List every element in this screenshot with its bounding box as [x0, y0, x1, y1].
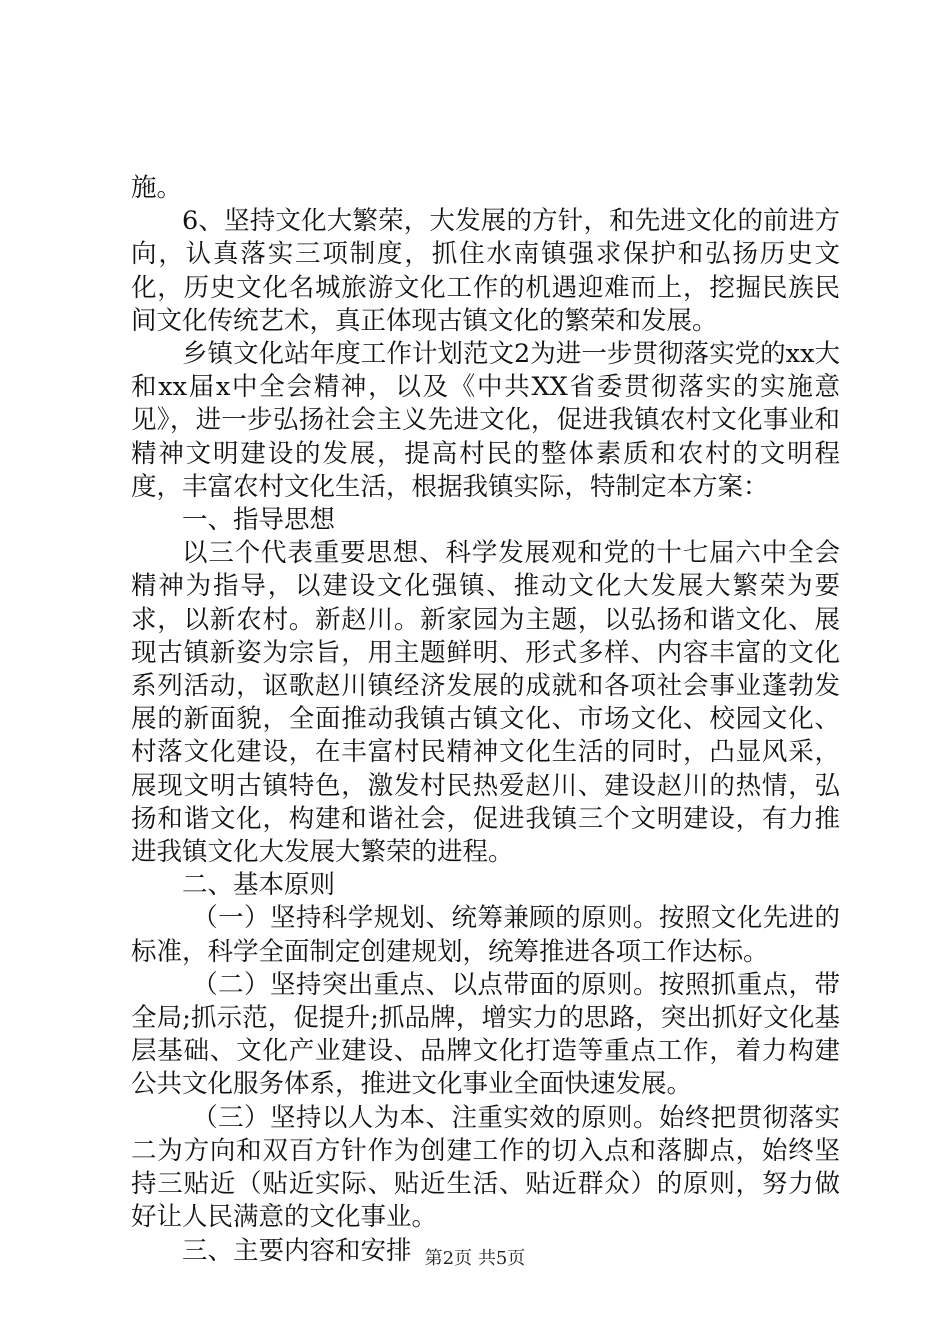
- heading-main-content: 三、主要内容和安排: [182, 1235, 412, 1266]
- page-number-footer: 第2页 共5页: [424, 1248, 526, 1269]
- heading-basic-principles: 二、基本原则: [182, 870, 336, 901]
- paragraph-plan-intro: 乡镇文化站年度工作计划范文2为进一步贯彻落实党的xx大和xx届x中全会精神，以及《中共XX省委贯彻落实的实施意见》，进一步弘扬社会主义先进文化，促进我镇农村文化事业和精神文明建设的发展，提高村民的整体素质和农村的文明程度，丰富农村文化生活，根据我镇实际，特制定本方案：: [131, 339, 840, 502]
- paragraph-item-6: 6、坚持文化大繁荣，大发展的方针，和先进文化的前进方向，认真落实三项制度，抓住水南镇强求保护和弘扬历史文化，历史文化名城旅游文化工作的机遇迎难而上，挖掘民族民间文化传统艺术，真正体现古镇文化的繁荣和发展。: [131, 206, 840, 336]
- paragraph-principle-3: （三）坚持以人为本、注重实效的原则。始终把贯彻落实二为方向和双百方针作为创建工作的切入点和落脚点，始终坚持三贴近（贴近实际、贴近生活、贴近群众）的原则，努力做好让人民满意的文化事业。: [131, 1102, 840, 1233]
- paragraph-guiding-thought: 以三个代表重要思想、科学发展观和党的十七届六中全会精神为指导，以建设文化强镇、推动文化大发展大繁荣为要求，以新农村。新赵川。新家园为主题，以弘扬和谐文化、展现古镇新姿为宗旨，用主题鲜明、形式多样、内容丰富的文化系列活动，讴歌赵川镇经济发展的成就和各项社会事业蓬勃发展的新面貌，全面推动我镇古镇文化、市场文化、校园文化、村落文化建设，在丰富村民精神文化生活的同时，凸显风采，展现文明古镇特色，激发村民热爱赵川、建设赵川的热情，弘扬和谐文化，构建和谐社会，促进我镇三个文明建设，有力推进我镇文化大发展大繁荣的进程。: [131, 538, 840, 868]
- paragraph-principle-2: （二）坚持突出重点、以点带面的原则。按照抓重点，带全局;抓示范，促提升;抓品牌，增实力的思路，突出抓好文化基层基础、文化产业建设、品牌文化打造等重点工作，着力构建公共文化服务体系，推进文化事业全面快速发展。: [131, 969, 840, 1100]
- paragraph-continuation: 施。: [131, 173, 183, 203]
- heading-guiding-thought: 一、指导思想: [182, 505, 336, 536]
- paragraph-principle-1: （一）坚持科学规划、统筹兼顾的原则。按照文化先进的标准，科学全面制定创建规划，统筹推进各项工作达标。: [131, 903, 840, 967]
